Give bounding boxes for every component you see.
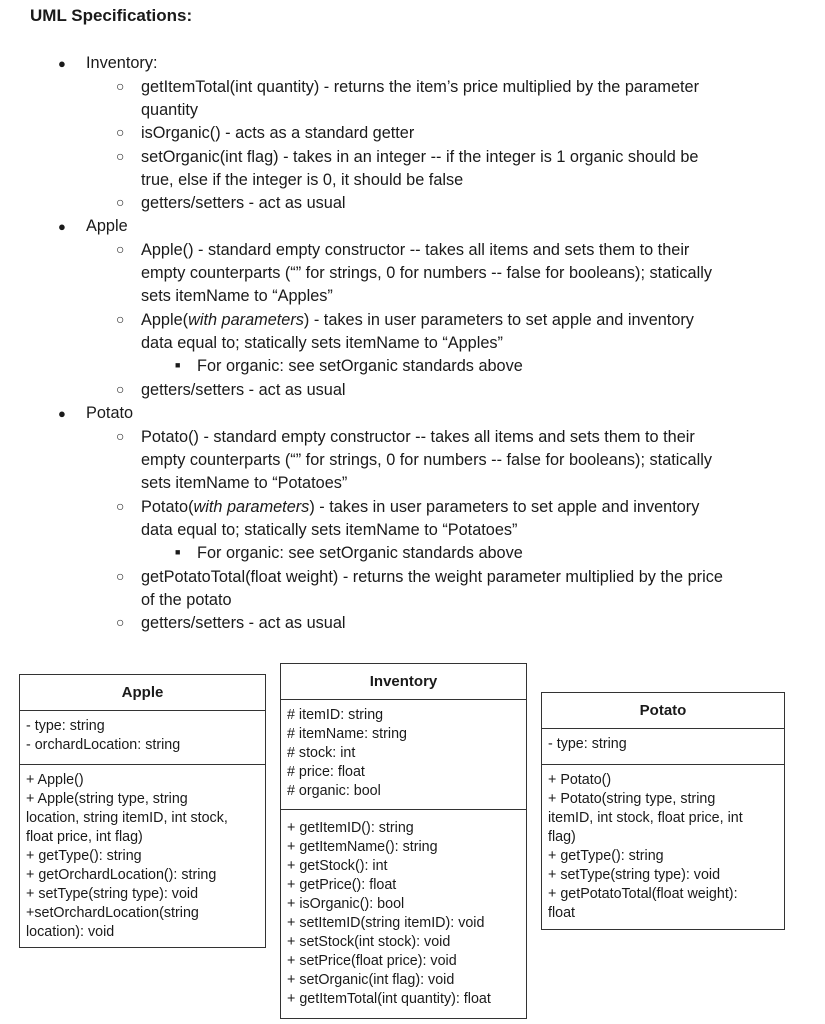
spec-line: For organic: see setOrganic standards above [197, 544, 523, 562]
uml-method: + getItemName(): string [287, 839, 438, 855]
circle-bullet-icon: ○ [116, 148, 125, 164]
spec-line: getters/setters - act as usual [141, 614, 346, 632]
uml-method: + getItemTotal(int quantity): float [287, 991, 491, 1007]
uml-attributes [20, 711, 265, 765]
spec-line: empty counterparts (“” for strings, 0 for numbers -- false for booleans); statically [141, 451, 712, 469]
spec-line: of the potato [141, 591, 232, 609]
spec-line: getters/setters - act as usual [141, 194, 346, 212]
uml-method: + setStock(int stock): void [287, 934, 451, 950]
uml-class-name: Apple [20, 675, 265, 711]
uml-attribute: # organic: bool [287, 783, 381, 799]
spec-line: quantity [141, 101, 199, 119]
circle-bullet-icon: ○ [116, 194, 125, 210]
uml-class-name: Potato [542, 693, 784, 729]
spec-line: setOrganic(int flag) - takes in an integer -- if the integer is 1 organic should be [141, 148, 699, 166]
circle-bullet-icon: ○ [116, 498, 125, 514]
bullet-icon: ● [58, 56, 66, 71]
uml-class-inventory [280, 663, 527, 1019]
circle-bullet-icon: ○ [116, 124, 125, 140]
square-bullet-icon: ■ [175, 547, 181, 557]
spec-line: isOrganic() - acts as a standard getter [141, 124, 415, 142]
uml-method: +setOrchardLocation(string [26, 905, 199, 921]
spec-line: data equal to; statically sets itemName to “Apples” [141, 334, 503, 352]
uml-method: + Potato(string type, string [548, 791, 716, 807]
uml-method: + getStock(): int [287, 858, 388, 874]
spec-line: data equal to; statically sets itemName to “Potatoes” [141, 521, 518, 539]
uml-method: location, string itemID, int stock, [26, 810, 228, 826]
uml-attribute: - type: string [548, 736, 627, 752]
uml-method: + setType(string type): void [26, 886, 199, 902]
circle-bullet-icon: ○ [116, 568, 125, 584]
uml-attribute: # itemName: string [287, 726, 407, 742]
spec-line: getItemTotal(int quantity) - returns the item’s price multiplied by the parameter [141, 78, 700, 96]
uml-method: + setItemID(string itemID): void [287, 915, 485, 931]
uml-attribute: - orchardLocation: string [26, 737, 181, 753]
uml-methods [542, 765, 784, 929]
uml-method: + getType(): string [26, 848, 142, 864]
spec-line: Apple() - standard empty constructor -- takes all items and sets them to their [141, 241, 690, 259]
spec-line: getters/setters - act as usual [141, 381, 346, 399]
bullet-icon: ● [58, 219, 66, 234]
spec-line: For organic: see setOrganic standards above [197, 357, 523, 375]
circle-bullet-icon: ○ [116, 381, 125, 397]
square-bullet-icon: ■ [175, 360, 181, 370]
uml-methods [281, 810, 526, 1018]
section-title-potato: Potato [86, 404, 134, 422]
uml-attributes [281, 700, 526, 810]
uml-attribute: # stock: int [287, 745, 356, 761]
uml-method: + getItemID(): string [287, 820, 414, 836]
uml-method: flag) [548, 829, 576, 845]
uml-method: + Apple() [26, 772, 84, 788]
circle-bullet-icon: ○ [116, 614, 125, 630]
uml-class-apple [19, 674, 266, 948]
uml-attribute: - type: string [26, 718, 105, 734]
circle-bullet-icon: ○ [116, 428, 125, 444]
circle-bullet-icon: ○ [116, 241, 125, 257]
spec-line: getPotatoTotal(float weight) - returns the weight parameter multiplied by the price [141, 568, 723, 586]
uml-method: + getPrice(): float [287, 877, 397, 893]
heading: UML Specifications: [30, 6, 193, 25]
uml-method: itemID, int stock, float price, int [548, 810, 743, 826]
uml-attributes [542, 729, 784, 765]
section-title-inventory: Inventory: [86, 54, 158, 72]
uml-attribute: # price: float [287, 764, 365, 780]
uml-method: + isOrganic(): bool [287, 896, 405, 912]
spec-line: sets itemName to “Potatoes” [141, 474, 348, 492]
uml-method: + setOrganic(int flag): void [287, 972, 455, 988]
uml-method: + Potato() [548, 772, 612, 788]
uml-method: + setPrice(float price): void [287, 953, 457, 969]
uml-method: + getPotatoTotal(float weight): [548, 886, 738, 902]
spec-line: Potato(with parameters) - takes in user parameters to set apple and inventory [141, 498, 700, 516]
spec-line: empty counterparts (“” for strings, 0 for numbers -- false for booleans); statically [141, 264, 712, 282]
uml-method: float price, int flag) [26, 829, 143, 845]
uml-method: + getType(): string [548, 848, 664, 864]
circle-bullet-icon: ○ [116, 311, 125, 327]
spec-line: Apple(with parameters) - takes in user parameters to set apple and inventory [141, 311, 694, 329]
spec-line: Potato() - standard empty constructor -- takes all items and sets them to their [141, 428, 695, 446]
uml-class-name: Inventory [281, 664, 526, 700]
uml-method: location): void [26, 924, 115, 940]
section-title-apple: Apple [86, 217, 128, 235]
uml-class-potato [541, 692, 785, 930]
uml-method: + setType(string type): void [548, 867, 721, 883]
spec-line: sets itemName to “Apples” [141, 287, 333, 305]
uml-method: + getOrchardLocation(): string [26, 867, 217, 883]
circle-bullet-icon: ○ [116, 78, 125, 94]
uml-method: + Apple(string type, string [26, 791, 188, 807]
uml-attribute: # itemID: string [287, 707, 384, 723]
uml-method: float [548, 905, 576, 921]
bullet-icon: ● [58, 406, 66, 421]
spec-line: true, else if the integer is 0, it should be false [141, 171, 464, 189]
uml-methods [20, 765, 265, 947]
